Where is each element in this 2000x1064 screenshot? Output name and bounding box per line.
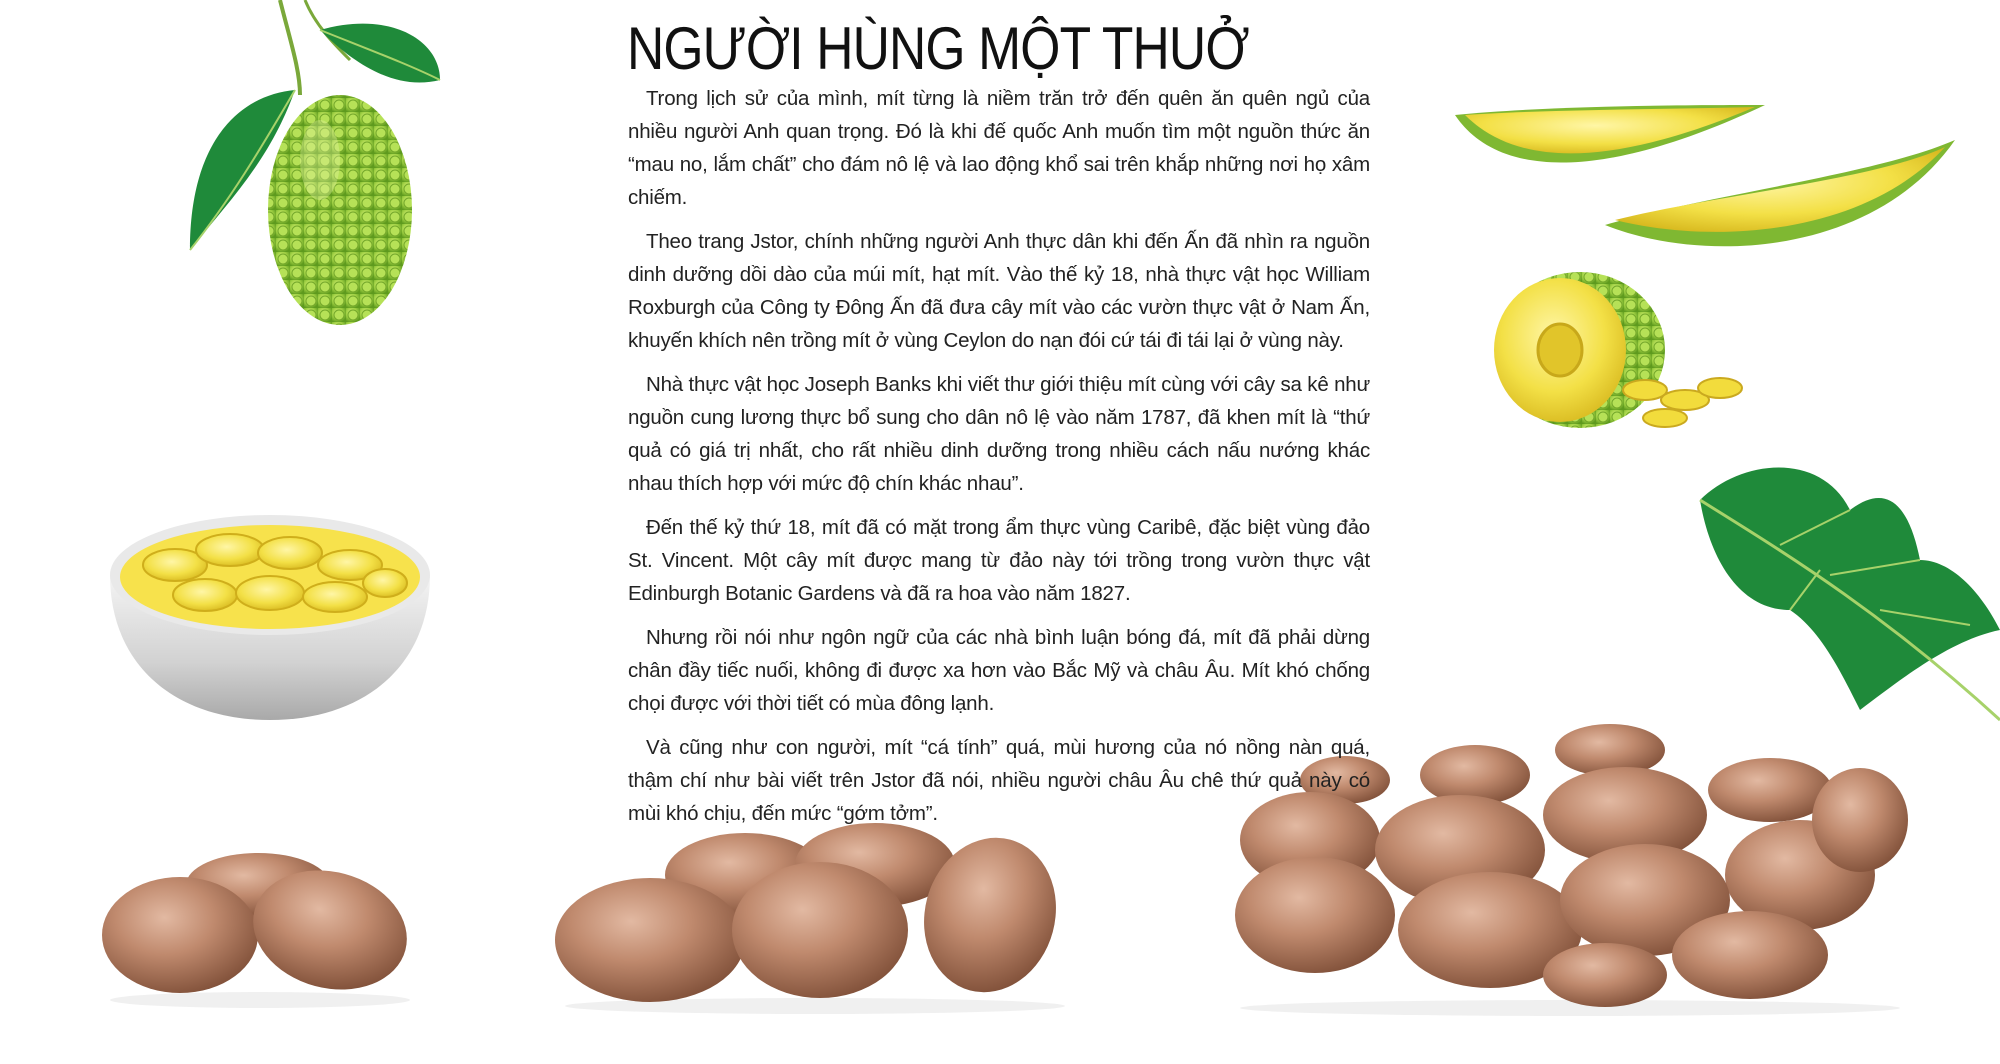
page-title: NGƯỜI HÙNG MỘT THUỞ bbox=[627, 15, 1249, 82]
article-body bbox=[628, 82, 1370, 841]
leaf-right bbox=[320, 24, 440, 83]
jackfruit-leaf-illustration bbox=[1700, 450, 2000, 720]
jackfruit-slices-illustration bbox=[1455, 95, 1975, 265]
paragraph: Nhưng rồi nói như ngôn ngữ của các nhà bình luận bóng đá, mít đã phải dừng chân đầy tiếc nuối, không đi được xa hơn vào Bắc Mỹ và châu Âu. Mít khó chống chọi được với thời tiết có mùa đông lạnh. bbox=[628, 626, 1370, 715]
bowl-of-pods-illustration bbox=[105, 505, 435, 725]
paragraph: Theo trang Jstor, chính những người Anh thực dân khi đến Ấn đã nhìn ra nguồn dinh dưỡng dồi dào của múi mít, hạt mít. Vào thế kỷ 18, nhà thực vật học William Roxburgh của Công ty Đông Ấn đã đưa cây mít vào các vườn thực vật ở Nam Ấn, khuyến khích nên trồng mít ở vùng Ceylon do nạn đói cứ tái đi tái lại ở vùng này. bbox=[628, 230, 1370, 352]
paragraph: Trong lịch sử của mình, mít từng là niềm trăn trở đến quên ăn quên ngủ của nhiều người Anh quan trọng. Đó là khi đế quốc Anh muốn tìm một nguồn thức ăn “mau no, lắm chất” cho đám nô lệ và lao động khổ sai trên khắp những nơi họ xâm chiếm. bbox=[628, 87, 1370, 209]
paragraph: Nhà thực vật học Joseph Banks khi viết thư giới thiệu mít cùng với cây sa kê như nguồn cung lương thực bổ sung cho dân nô lệ vào năm 1787, đã khen mít là “thứ quả có giá trị nhất, cho rất nhiều dinh dưỡng trong nhiều cách nấu nướng khác nhau thích hợp với mức độ chín khác nhau”. bbox=[628, 373, 1370, 495]
halved-jackfruit-illustration bbox=[1470, 270, 1750, 440]
paragraph: Và cũng như con người, mít “cá tính” quá, mùi hương của nó nồng nàn quá, thậm chí như bài viết trên Jstor đã nói, nhiều người châu Âu chê thứ quả này có mùi khó chịu, đến mức “gớm tởm”. bbox=[628, 736, 1370, 825]
whole-jackfruit-illustration bbox=[150, 0, 450, 330]
seeds-medium-illustration bbox=[555, 820, 1075, 1010]
paragraph: Đến thế kỷ thứ 18, mít đã có mặt trong ẩm thực vùng Caribê, đặc biệt vùng đảo St. Vincent. Một cây mít được mang từ đảo này tới trồng trong vườn thực vật Edinburgh Botanic Gardens và đã ra hoa vào năm 1827. bbox=[628, 516, 1370, 605]
seeds-small-illustration bbox=[100, 850, 430, 1000]
